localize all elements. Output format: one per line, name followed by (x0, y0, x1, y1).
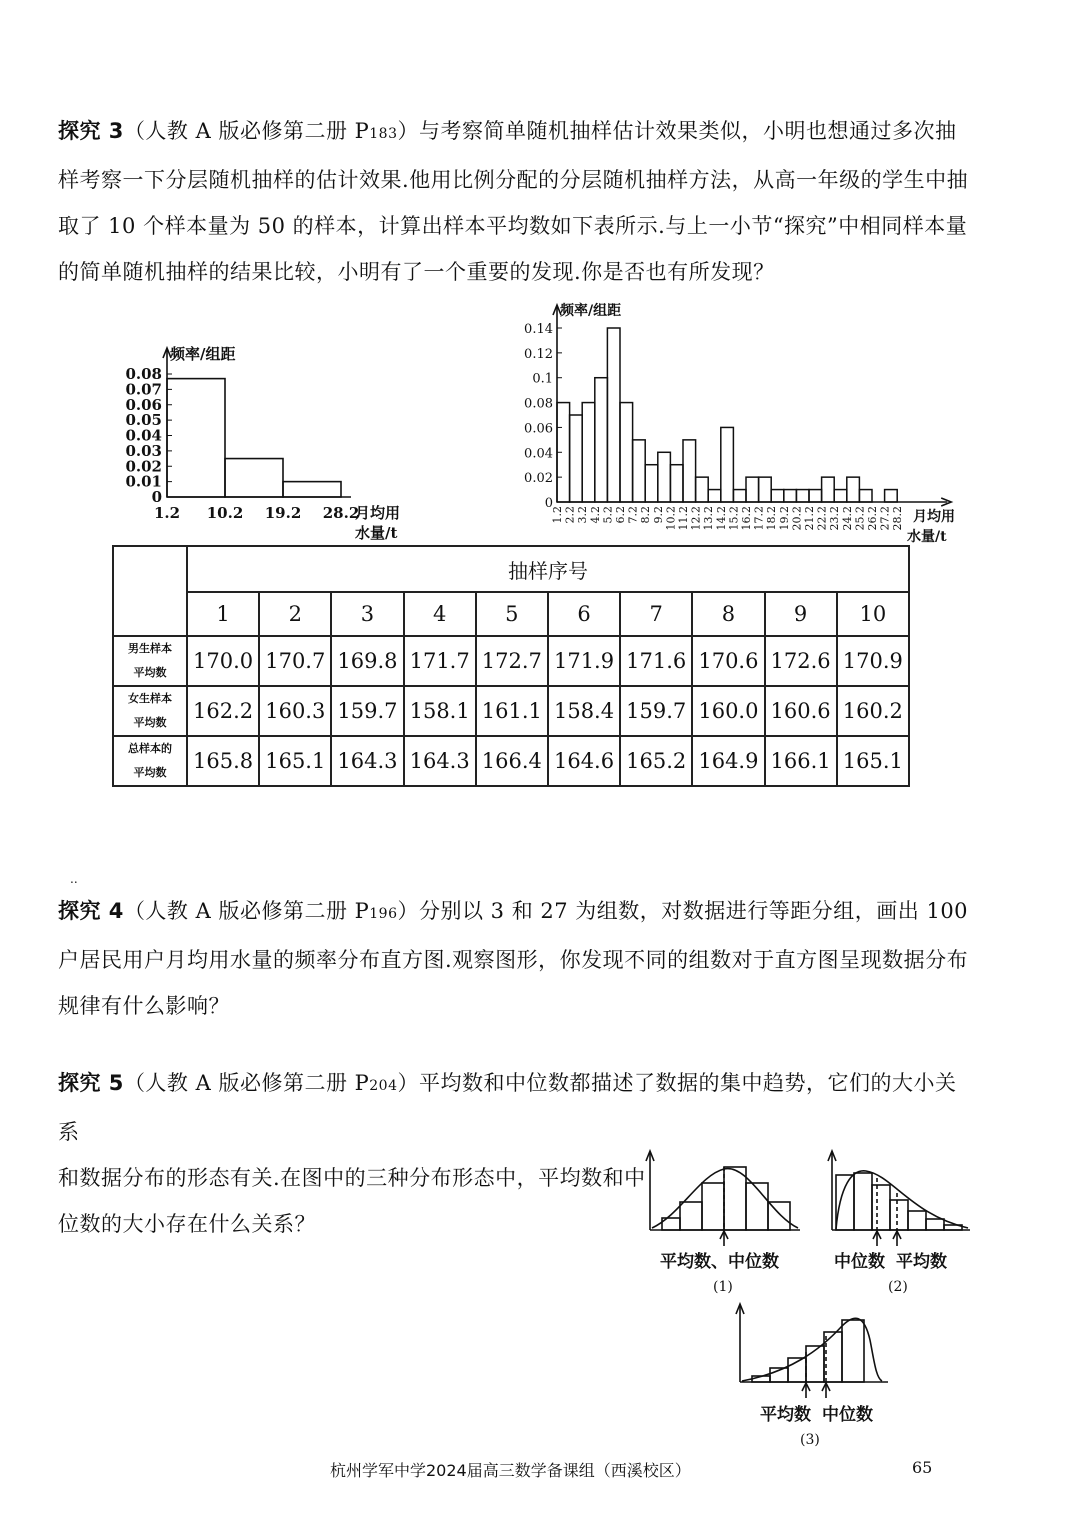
table-row-male (113, 636, 909, 686)
table-cell: 169.8 (331, 636, 403, 686)
hist2-x-tick-label: 9.2 (651, 506, 665, 524)
question-5-line3: 位数的大小存在什么关系？ (58, 1212, 316, 1236)
hist2-x-tick-label: 16.2 (740, 506, 753, 531)
table-col-header: 7 (620, 592, 692, 636)
d3-curve (742, 1318, 882, 1381)
hist2-bar (607, 328, 620, 502)
d2-median-label: 中位数 (834, 1252, 885, 1272)
table-cell: 172.7 (476, 636, 548, 686)
hist2-x-tick-label: 7.2 (626, 506, 640, 524)
hist2-y-tick-label: 0.06 (524, 421, 553, 437)
hist2-x-tick-label: 23.2 (828, 506, 842, 531)
table-col-header: 4 (404, 592, 476, 636)
hist2-x-tick-label: 5.2 (601, 506, 615, 524)
table-col-header: 6 (548, 592, 620, 636)
question-5-lead: 探究 5 (58, 1071, 124, 1095)
table-cell: 165.1 (259, 736, 331, 786)
hist1-x-tick-label: 28.2 (322, 504, 360, 522)
hist1-y-tick-label: 0.06 (125, 395, 162, 414)
hist2-bar (834, 490, 847, 502)
hist1-y-tick-label: 0.08 (125, 365, 162, 383)
question-3-ref-page: 183 (369, 126, 398, 142)
table-cell: 158.4 (548, 686, 620, 736)
hist2-bar (683, 440, 696, 502)
distribution-right-skewed (822, 1145, 972, 1295)
table-cell: 166.4 (476, 736, 548, 786)
table-col-header: 9 (765, 592, 837, 636)
hist2-bar (696, 477, 709, 502)
d2-number: (2) (888, 1279, 908, 1295)
table-cell: 166.1 (765, 736, 837, 786)
hist1-x-tick-label: 1.2 (153, 504, 181, 522)
hist2-bar (633, 440, 646, 502)
table-cell: 159.7 (331, 686, 403, 736)
table-corner (113, 546, 187, 636)
hist2-x-tick-label: 26.2 (866, 506, 879, 531)
hist1-ylabel: 频率/组距 (170, 345, 236, 363)
table-cell: 171.7 (404, 636, 476, 686)
hist2-bar (847, 477, 860, 502)
table-cell: 160.6 (765, 686, 837, 736)
table-cell: 170.7 (259, 636, 331, 686)
hist2-bar (771, 490, 784, 502)
footer-text: 杭州学军中学2024届高三数学备课组（西溪校区） (330, 1461, 691, 1480)
hist2-x-tick-label: 15.2 (727, 506, 741, 531)
hist2-x-tick-label: 1.2 (551, 506, 564, 524)
row-label-male: 男生样本 平均数 (113, 636, 187, 686)
hist2-x-tick-label: 8.2 (639, 506, 653, 524)
table-col-header: 1 (187, 592, 259, 636)
table-cell: 171.9 (548, 636, 620, 686)
hist2-x-tick-label: 28.2 (891, 506, 905, 531)
page-number: 65 (912, 1458, 933, 1477)
hist2-xlabel-line1: 月均用 (913, 509, 955, 525)
hist1-y-tick-label: 0.07 (125, 380, 162, 399)
hist2-bar (708, 490, 721, 502)
hist1-y-tick-label: 0.02 (125, 457, 162, 476)
table-cell: 164.3 (331, 736, 403, 786)
hist2-bar (620, 403, 633, 502)
d2-mean-label: 平均数 (896, 1252, 947, 1272)
question-3-lead: 探究 3 (58, 119, 124, 143)
question-5-line1: 探究 5（人教 A 版必修第二册 P204）平均数和中位数都描述了数据的集中趋势，它们的大小关系 (58, 1071, 957, 1144)
hist2-x-tick-label: 27.2 (878, 506, 892, 531)
hist2-x-tick-label: 6.2 (614, 506, 627, 524)
hist2-x-tick-label: 3.2 (576, 506, 590, 524)
hist2-y-tick-label: 0.1 (532, 371, 553, 387)
hist1-xlabel-line2: 水量/t (355, 524, 398, 542)
row-label-female: 女生样本 平均数 (113, 686, 187, 736)
hist2-x-tick-label: 2.2 (563, 506, 577, 524)
hist2-y-tick-label: 0.14 (524, 322, 553, 337)
hist2-xlabel-line2: 水量/t (907, 529, 947, 545)
histogram-3-groups (110, 340, 410, 540)
d3-mean-label: 平均数 (760, 1405, 811, 1425)
d1-label: 平均数、中位数 (660, 1252, 779, 1272)
table-col-header: 2 (259, 592, 331, 636)
hist2-x-tick-label: 4.2 (588, 506, 602, 524)
d3-number: (3) (800, 1432, 820, 1448)
table-cell: 170.6 (692, 636, 764, 686)
d1-curve (652, 1169, 798, 1228)
table-cell: 170.9 (837, 636, 909, 686)
hist2-bar (746, 477, 759, 502)
distribution-symmetric (640, 1145, 810, 1295)
table-cell: 170.0 (187, 636, 259, 686)
hist2-bar (796, 490, 809, 502)
hist1-y-tick-label: 0.01 (125, 472, 162, 491)
question-4-text: 分别以 3 和 27 为组数，对数据进行等距分组，画出 100 户居民用户月均用水量的频率分布直方图.观察图形，你发现不同的组数对于直方图呈现数据分布规律有什么影响？ (58, 899, 969, 1018)
table-cell: 161.1 (476, 686, 548, 736)
hist2-x-tick-label: 21.2 (803, 506, 816, 531)
hist2-x-tick-label: 22.2 (815, 506, 829, 531)
question-3-text: 与考察简单随机抽样估计效果类似，小明也想通过多次抽样考察一下分层随机抽样的估计效果.他用比例分配的分层随机抽样方法，从高一年级的学生中抽取了 10 个样本量为 50 的样本，计算出样本平均数如下表所示.与上一小节“探究”中相同样本量的简单随机抽样的结果比较，小明有了一个重要的发现.你是否也有所发现？ (58, 119, 969, 284)
hist2-x-tick-label: 11.2 (677, 506, 690, 531)
hist2-bar (885, 490, 898, 502)
hist1-y-tick-label: 0.03 (125, 441, 162, 460)
table-header-title: 抽样序号 (187, 546, 909, 592)
distribution-left-skewed (730, 1300, 900, 1450)
hist2-bar (595, 378, 608, 502)
question-4-lead: 探究 4 (58, 899, 124, 923)
hist1-y-tick-label: 0.04 (125, 426, 162, 445)
table-col-header: 8 (692, 592, 764, 636)
table-cell: 165.2 (620, 736, 692, 786)
table-row-total (113, 736, 909, 786)
hist2-bar (784, 490, 797, 502)
hist1-bar (225, 459, 283, 497)
table-row-female (113, 686, 909, 736)
question-5-ref-open: （人教 A 版必修第二册 P (123, 1071, 370, 1095)
hist2-bar (570, 415, 583, 502)
table-cell: 162.2 (187, 686, 259, 736)
table-col-header: 3 (331, 592, 403, 636)
table-col-header: 5 (476, 592, 548, 636)
hist2-x-tick-label: 19.2 (777, 506, 791, 531)
table-cell: 164.9 (692, 736, 764, 786)
table-cell: 160.2 (837, 686, 909, 736)
hist1-y-tick-label: 0 (151, 488, 162, 506)
hist2-ylabel: 频率/组距 (560, 303, 622, 319)
d1-number: (1) (713, 1279, 733, 1295)
question-3 (58, 108, 970, 295)
table-cell: 160.3 (259, 686, 331, 736)
stray-mark: .. (70, 872, 78, 886)
question-4-ref-page: 196 (369, 906, 398, 922)
table-cell: 158.1 (404, 686, 476, 736)
hist2-y-tick-label: 0.12 (524, 346, 553, 362)
table-cell: 172.6 (765, 636, 837, 686)
question-3-ref-close: ） (397, 119, 419, 143)
hist2-y-tick-label: 0.02 (524, 471, 553, 487)
sample-means-table (112, 545, 910, 787)
table-cell: 159.7 (620, 686, 692, 736)
hist2-bar (658, 452, 671, 502)
row-label-total: 总样本的 平均数 (113, 736, 187, 786)
question-4-ref-close: ） (397, 899, 419, 923)
question-3-ref-open: （人教 A 版必修第二册 P (123, 119, 370, 143)
question-5-line2: 和数据分布的形态有关.在图中的三种分布形态中，平均数和中 (58, 1166, 646, 1190)
hist2-x-tick-label: 12.2 (689, 506, 703, 531)
hist2-x-tick-label: 24.2 (840, 506, 854, 531)
hist2-x-tick-label: 17.2 (752, 506, 766, 531)
hist1-y-tick-label: 0.05 (125, 411, 162, 430)
hist2-bar (645, 465, 658, 502)
hist1-x-tick-label: 10.2 (206, 504, 244, 522)
question-5-ref-page: 204 (369, 1078, 398, 1094)
hist2-bar (670, 465, 683, 502)
hist1-bar (167, 379, 225, 497)
table-cell: 164.3 (404, 736, 476, 786)
question-5-ref-close: ） (397, 1071, 419, 1095)
hist2-x-tick-label: 18.2 (765, 506, 779, 531)
table-cell: 171.6 (620, 636, 692, 686)
question-4-ref-open: （人教 A 版必修第二册 P (123, 899, 370, 923)
table-col-header: 10 (837, 592, 909, 636)
hist1-bar (283, 482, 341, 497)
hist2-bar (759, 477, 772, 502)
hist2-x-tick-label: 20.2 (790, 506, 804, 531)
table-cell: 164.6 (548, 736, 620, 786)
hist2-bar (733, 490, 746, 502)
table-cell: 165.8 (187, 736, 259, 786)
hist2-y-tick-label: 0.08 (524, 396, 553, 412)
hist2-bar (721, 427, 734, 502)
table-cell: 160.0 (692, 686, 764, 736)
d3-median-label: 中位数 (822, 1405, 873, 1425)
hist2-x-tick-label: 13.2 (702, 506, 716, 531)
hist2-bar (822, 477, 835, 502)
hist2-y-tick-label: 0 (544, 496, 553, 511)
hist1-x-tick-label: 19.2 (264, 504, 302, 522)
hist2-bar (809, 490, 822, 502)
hist2-bar (582, 403, 595, 502)
hist2-y-tick-label: 0.04 (524, 446, 553, 462)
table-cell: 165.1 (837, 736, 909, 786)
hist2-x-tick-label: 25.2 (853, 506, 867, 531)
question-4 (58, 888, 970, 1029)
hist2-x-tick-label: 10.2 (664, 506, 678, 531)
hist2-bar (859, 490, 872, 502)
hist1-xlabel-line1: 月均用 (355, 504, 401, 522)
hist2-x-tick-label: 14.2 (714, 506, 728, 531)
histogram-27-groups (515, 295, 955, 545)
